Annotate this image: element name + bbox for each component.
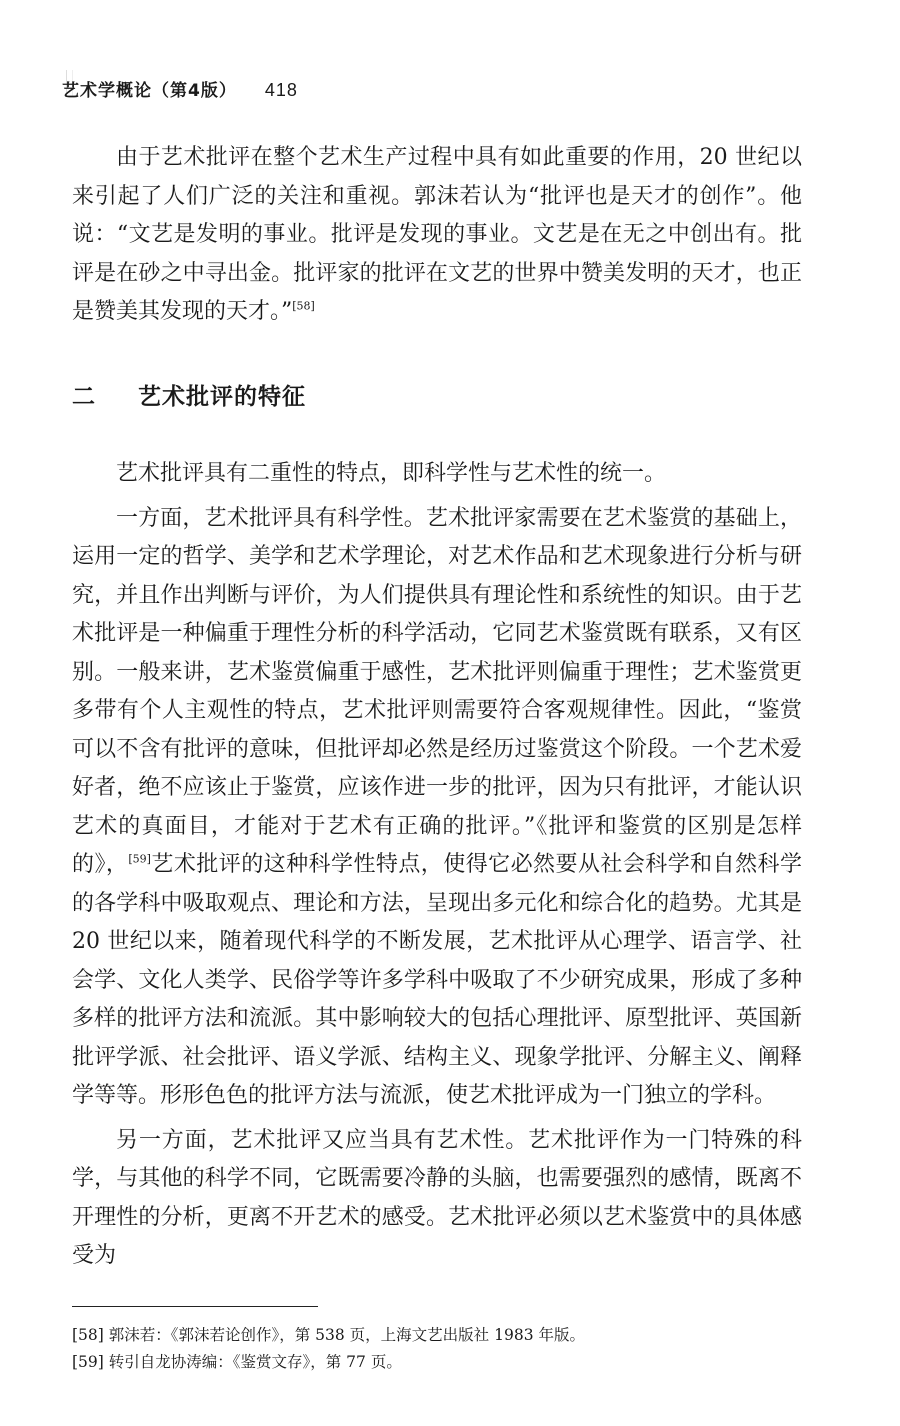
section-heading — [72, 378, 306, 411]
paragraph-intro: 由于艺术批评在整个艺术生产过程中具有如此重要的作用，20 世纪以来引起了人们广泛的关注和重视。郭沫若认为“批评也是天才的创作”。他说：“文艺是发明的事业。批评是发现的事业。文艺是在无之中创出有。批评是在砂之中寻出金。批评家的批评在文艺的世界中赞美发明的天才，也正是赞美其发现的天才。”[58] — [72, 145, 802, 324]
footnotes — [72, 1322, 585, 1376]
footnote-ref-59[interactable]: [59] — [128, 852, 151, 866]
footnote-59: [59] 转引自龙协涛编：《鉴赏文存》，第 77 页。 — [72, 1353, 402, 1371]
section-number: 二 — [72, 384, 96, 410]
book-title: 艺术学概论（第4版） — [62, 81, 237, 101]
paragraph-scientific: 一方面，艺术批评具有科学性。艺术批评家需要在艺术鉴赏的基础上，运用一定的哲学、美学和艺术学理论，对艺术作品和艺术现象进行分析与研究，并且作出判断与评价，为人们提供具有理论性和系统性的知识。由于艺术批评是一种偏重于理性分析的科学活动，它同艺术鉴赏既有联系，又有区别。一般来讲，艺术鉴赏偏重于感性，艺术批评则偏重于理性；艺术鉴赏更多带有个人主观性的特点，艺术批评则需要符合客观规律性。因此，“鉴赏可以不含有批评的意味，但批评却必然是经历过鉴赏这个阶段。一个艺术爱好者，绝不应该止于鉴赏，应该作进一步的批评，因为只有批评，才能认识艺术的真面目，才能对于艺术有正确的批评。”《批评和鉴赏的区别是怎样的》，[59]艺术批评的这种科学性特点，使得它必然要从社会科学和自然科学的各学科中吸取观点、理论和方法，呈现出多元化和综合化的趋势。尤其是 20 世纪以来，随着现代科学的不断发展，艺术批评从心理学、语言学、社会学、文化人类学、民俗学等许多学科中吸取了不少研究成果，形成了多种多样的批评方法和流派。其中影响较大的包括心理批评、原型批评、英国新批评学派、社会批评、语义学派、结构主义、现象学批评、分解主义、阐释学等等。形形色色的批评方法与流派，使艺术批评成为一门独立的学科。 — [72, 505, 802, 1108]
running-header — [62, 76, 298, 101]
paragraph-dual-nature: 艺术批评具有二重性的特点，即科学性与艺术性的统一。 — [116, 461, 667, 486]
footnote-divider — [72, 1306, 318, 1307]
footnote-ref-58[interactable]: [58] — [292, 299, 315, 313]
footnote-58: [58] 郭沫若：《郭沫若论创作》，第 538 页，上海文艺出版社 1983 年版。 — [72, 1326, 585, 1344]
section-title: 艺术批评的特征 — [138, 384, 306, 410]
main-body — [72, 455, 802, 1276]
page-number: 418 — [264, 80, 298, 100]
paragraph-artistic: 另一方面，艺术批评又应当具有艺术性。艺术批评作为一门特殊的科学，与其他的科学不同，它既需要冷静的头脑，也需要强烈的感情，既离不开理性的分析，更离不开艺术的感受。艺术批评必须以艺术鉴赏中的具体感受为 — [72, 1127, 802, 1268]
intro-section — [72, 139, 802, 332]
